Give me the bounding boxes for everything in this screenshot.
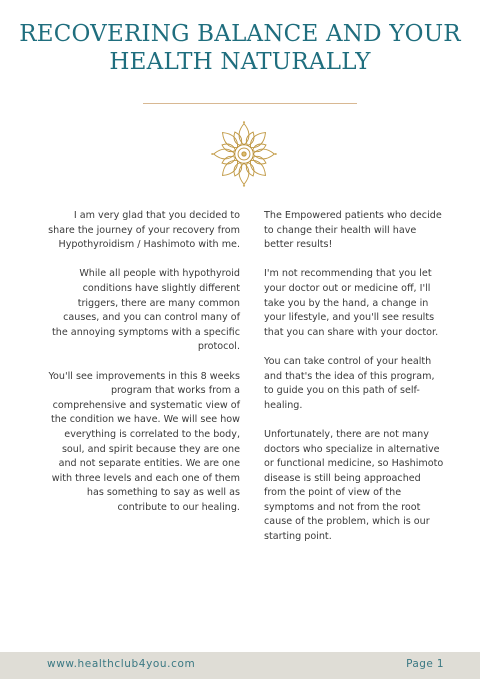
paragraph: While all people with hypothyroid conditions have slightly different triggers, there are many common causes, and you can control many of the annoying symptoms with a specific protocol. <box>52 268 240 353</box>
title-line-2: HEALTH NATURALLY <box>109 49 371 75</box>
page-title <box>0 20 480 76</box>
page-number: Page 1 <box>406 658 444 670</box>
title-divider <box>143 103 357 104</box>
right-column <box>264 209 446 559</box>
paragraph: I'm not recommending that you let your doctor out or medicine off, I'll take you by the hand, a change in your lifestyle, and you'll see results that you can share with your doctor. <box>264 268 439 338</box>
paragraph: You'll see improvements in this 8 weeks program that works from a comprehensive and systematic view of the condition we have. We will see how everything is correlated to the body, soul, and spirit because they are one and not separate entities. We are one with three levels and each one of them has something to say as well as contribute to our healing. <box>48 370 240 513</box>
left-column <box>46 209 240 530</box>
footer-bar <box>0 652 480 679</box>
paragraph: I am very glad that you decided to share the journey of your recovery from Hypothyroidism / Hashimoto with me. <box>48 210 240 251</box>
website-link[interactable]: www.healthclub4you.com <box>47 658 196 670</box>
paragraph: Unfortunately, there are not many doctors who specialize in alternative or functional medicine, so Hashimoto disease is still being approached from the point of view of the symptoms and not from the root cause of the problem, which is our starting point. <box>264 428 444 543</box>
paragraph: The Empowered patients who decide to change their health will have better results! <box>264 210 442 251</box>
gold-mandala-icon <box>211 121 277 187</box>
paragraph: You can take control of your health and that's the idea of this program, to guide you on this path of self-healing. <box>264 355 435 411</box>
title-line-1: RECOVERING BALANCE AND YOUR <box>19 21 461 47</box>
